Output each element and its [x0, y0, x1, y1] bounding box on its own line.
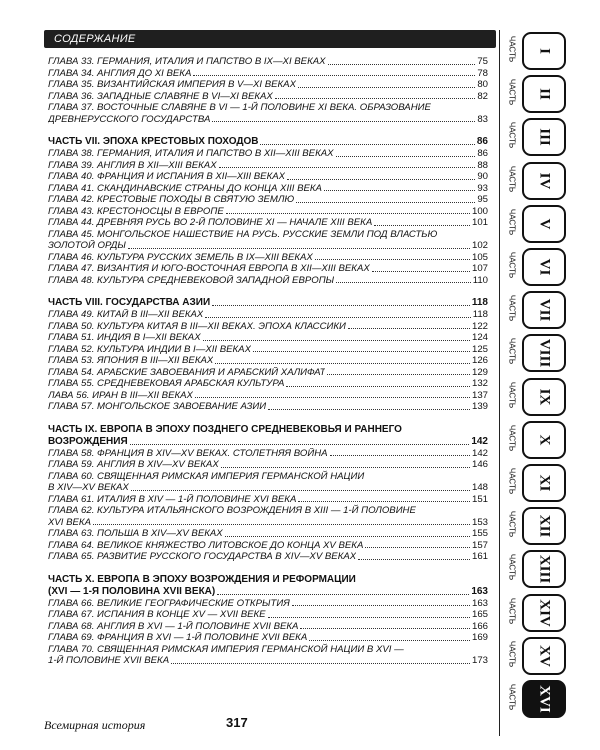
toc-entry-page: 118 — [472, 309, 488, 320]
part-tab-number: VII — [522, 291, 566, 329]
toc-chapter-entry[interactable] — [48, 240, 488, 252]
dot-leader — [365, 547, 470, 548]
toc-chapter-entry[interactable] — [48, 206, 488, 218]
part-tab-label: ЧАСТЬ — [507, 251, 517, 279]
part-tab-xi[interactable] — [504, 462, 590, 500]
toc-entry-title: ВОЗРОЖДЕНИЯ — [48, 435, 128, 447]
toc-entry-page: 165 — [471, 609, 488, 620]
toc-entry-page: 86 — [477, 148, 488, 159]
dot-leader — [296, 202, 475, 203]
toc-entry-page: 161 — [471, 551, 488, 562]
part-tab-number: IX — [522, 378, 566, 416]
toc-chapter-entry[interactable] — [48, 459, 488, 471]
margin-divider — [499, 30, 500, 736]
part-tab-number: XII — [522, 507, 566, 545]
toc-entry-page: 139 — [471, 401, 488, 412]
dot-leader — [287, 179, 475, 180]
dot-leader — [221, 467, 470, 468]
dot-leader — [374, 225, 470, 226]
dot-leader — [131, 490, 470, 491]
toc-chapter-title-line[interactable]: ГЛАВА 37. ВОСТОЧНЫЕ СЛАВЯНЕ В VI — 1-Й ПОЛОВИНЕ XI ВЕКА. ОБРАЗОВАНИЕ — [48, 102, 431, 113]
toc-entry-page: 126 — [471, 355, 488, 366]
part-tab-label: ЧАСТЬ — [507, 295, 517, 322]
dot-leader — [219, 167, 476, 168]
part-tab-label: ЧАСТЬ — [507, 35, 517, 63]
dot-leader — [275, 98, 476, 99]
toc-entry-page: 105 — [471, 251, 488, 263]
toc-entry-page: 124 — [471, 332, 488, 343]
toc-entry-title: XVI ВЕКА — [48, 516, 91, 528]
part-tab-x[interactable] — [504, 419, 590, 457]
toc-spacer — [48, 125, 488, 136]
part-tab-label: ЧАСТЬ — [507, 424, 517, 451]
dot-leader — [309, 640, 470, 641]
dot-leader — [348, 328, 470, 329]
toc-entry-page: 88 — [477, 159, 488, 171]
toc-entry-page: 155 — [471, 528, 488, 539]
toc-chapter-entry[interactable] — [48, 378, 488, 390]
toc-part-title-line[interactable]: ЧАСТЬ IX. ЕВРОПА В ЭПОХУ ПОЗДНЕГО СРЕДНЕВЕКОВЬЯ И РАННЕГО — [48, 423, 402, 435]
toc-spacer — [48, 413, 488, 424]
dot-leader — [358, 559, 470, 560]
toc-entry-title: ДРЕВНЕРУССКОГО ГОСУДАРСТВА — [48, 113, 211, 125]
part-tab-iv[interactable] — [504, 160, 590, 198]
toc-entry-title: ГЛАВА 66. ВЕЛИКИЕ ГЕОГРАФИЧЕСКИЕ ОТКРЫТИЯ — [48, 597, 290, 609]
toc-entry-page: 142 — [471, 447, 488, 459]
toc-entry-page: 148 — [471, 482, 488, 493]
toc-entry-page: 82 — [477, 90, 488, 102]
dot-leader — [215, 363, 470, 364]
toc-chapter-entry[interactable] — [48, 56, 488, 68]
toc-chapter-entry[interactable] — [48, 79, 488, 91]
toc-entry-title: ГЛАВА 61. ИТАЛИЯ В XIV — 1-Й ПОЛОВИНЕ XVI ВЕКА — [48, 493, 297, 505]
part-tab-number: III — [522, 118, 566, 156]
toc-entry-title: ЧАСТЬ VII. ЭПОХА КРЕСТОВЫХ ПОХОДОВ — [48, 136, 259, 147]
toc-entry-page: 137 — [471, 389, 488, 401]
part-tab-number: XVI — [522, 680, 566, 718]
part-tab-number: X — [522, 421, 566, 459]
toc-part-entry[interactable] — [48, 586, 488, 598]
part-tab-number: XIII — [522, 550, 566, 588]
part-tab-label: ЧАСТЬ — [507, 338, 517, 365]
toc-entry-title: ГЛАВА 67. ИСПАНИЯ В КОНЦЕ XV — XVII ВЕКЕ — [48, 609, 266, 620]
part-tab-xiv[interactable] — [504, 592, 590, 630]
toc-chapter-entry[interactable] — [48, 344, 488, 356]
part-tab-vi[interactable] — [504, 246, 590, 284]
part-tab-label: ЧАСТЬ — [507, 597, 517, 624]
toc-part-entry[interactable] — [48, 436, 488, 448]
dot-leader — [193, 75, 475, 76]
toc-chapter-entry[interactable] — [48, 91, 488, 103]
toc-entry-page: 153 — [471, 516, 488, 528]
toc-entry-title: ГЛАВА 63. ПОЛЬША В XIV—XV ВЕКАХ — [48, 528, 223, 539]
dot-leader — [217, 594, 469, 595]
toc-entry-title: ЗОЛОТОЙ ОРДЫ — [48, 240, 126, 251]
toc-entry-page: 125 — [471, 343, 488, 355]
toc-entry-title: 1-Й ПОЛОВИНЕ XVII ВЕКА — [48, 655, 170, 666]
dot-leader — [226, 213, 470, 214]
toc-chapter-entry[interactable] — [48, 321, 488, 333]
toc-chapter-entry[interactable] — [48, 367, 488, 379]
dot-leader — [327, 374, 470, 375]
table-of-contents — [48, 56, 488, 667]
toc-chapter-entry[interactable] — [48, 275, 488, 287]
dot-leader — [205, 317, 470, 318]
toc-entry-page: 75 — [477, 56, 488, 67]
toc-chapter-entry[interactable] — [48, 621, 488, 633]
toc-chapter-entry[interactable] — [48, 355, 488, 367]
dot-leader — [260, 144, 474, 145]
part-tab-ii[interactable] — [504, 73, 590, 111]
toc-entry-page: 95 — [477, 194, 488, 205]
toc-entry-title: ГЛАВА 38. ГЕРМАНИЯ, ИТАЛИЯ И ПАПСТВО В XII—XIII ВЕКАХ — [48, 148, 334, 159]
toc-chapter-entry[interactable] — [48, 263, 488, 275]
toc-chapter-entry[interactable] — [48, 390, 488, 402]
part-tab-number: XIV — [522, 594, 566, 632]
toc-entry-page: 132 — [471, 378, 488, 389]
toc-chapter-entry[interactable] — [48, 482, 488, 494]
toc-entry-title: ГЛАВА 52. КУЛЬТУРА ИНДИИ В I—XII ВЕКАХ — [48, 343, 251, 355]
toc-chapter-entry[interactable] — [48, 252, 488, 264]
section-header-title: СОДЕРЖАНИЕ — [54, 33, 136, 45]
toc-entry-title: ГЛАВА 50. КУЛЬТУРА КИТАЯ В III—XII ВЕКАХ. ЭПОХА КЛАССИКИ — [48, 320, 346, 332]
part-tab-label: ЧАСТЬ — [507, 511, 517, 538]
toc-chapter-entry[interactable] — [48, 655, 488, 667]
toc-chapter-entry[interactable] — [48, 148, 488, 160]
toc-entry-page: 101 — [471, 217, 488, 228]
toc-chapter-entry[interactable] — [48, 517, 488, 529]
toc-entry-title: ГЛАВА 33. ГЕРМАНИЯ, ИТАЛИЯ И ПАПСТВО В IX—XI ВЕКАХ — [48, 56, 326, 67]
part-tab-label: ЧАСТЬ — [507, 683, 517, 711]
toc-entry-title: ГЛАВА 58. ФРАНЦИЯ В XIV—XV ВЕКАХ. СТОЛЕТНЯЯ ВОЙНА — [48, 447, 328, 459]
dot-leader — [328, 64, 476, 65]
toc-chapter-entry[interactable] — [48, 171, 488, 183]
toc-spacer — [48, 563, 488, 574]
part-tab-label: ЧАСТЬ — [507, 467, 517, 495]
toc-entry-page: 122 — [471, 320, 488, 332]
dot-leader — [298, 87, 475, 88]
toc-entry-title: ГЛАВА 34. АНГЛИЯ ДО XI ВЕКА — [48, 67, 192, 79]
toc-chapter-entry[interactable] — [48, 528, 488, 540]
part-tab-number: XI — [522, 464, 566, 502]
toc-entry-page: 142 — [471, 435, 488, 447]
toc-chapter-title-line[interactable]: ГЛАВА 70. СВЯЩЕННАЯ РИМСКАЯ ИМПЕРИЯ ГЕРМАНСКОЙ НАЦИИ В XVI — — [48, 643, 404, 655]
toc-entry-page: 163 — [471, 597, 488, 609]
part-tab-xii[interactable] — [504, 505, 590, 543]
part-tab-label: ЧАСТЬ — [507, 79, 517, 106]
part-tab-number: I — [522, 32, 566, 70]
toc-entry-title: (XVI — 1-Я ПОЛОВИНА XVII ВЕКА) — [48, 585, 216, 597]
toc-chapter-entry[interactable] — [48, 401, 488, 413]
toc-entry-title: ГЛАВА 40. ФРАНЦИЯ И ИСПАНИЯ В XII—XIII ВЕКАХ — [48, 171, 286, 182]
toc-entry-title: В XIV—XV ВЕКАХ — [48, 482, 129, 493]
part-tab-xvi[interactable] — [504, 678, 590, 716]
dot-leader — [130, 444, 470, 445]
toc-entry-page: 86 — [476, 136, 488, 147]
toc-entry-title: ГЛАВА 55. СРЕДНЕВЕКОВАЯ АРАБСКАЯ КУЛЬТУРА — [48, 378, 285, 389]
toc-entry-page: 157 — [471, 539, 488, 551]
toc-entry-title: ЛАВА 56. ИРАН В III—XII ВЕКАХ — [48, 389, 193, 401]
toc-chapter-entry[interactable] — [48, 68, 488, 80]
toc-entry-page: 102 — [471, 240, 488, 251]
toc-entry-title: ГЛАВА 59. АНГЛИЯ В XIV—XV ВЕКАХ — [48, 459, 219, 470]
toc-entry-page: 107 — [471, 263, 488, 274]
dot-leader — [300, 628, 470, 629]
toc-entry-title: ГЛАВА 39. АНГЛИЯ В XII—XIII ВЕКАХ — [48, 159, 217, 171]
toc-spacer — [48, 286, 488, 297]
part-tab-iii[interactable] — [504, 116, 590, 154]
toc-entry-title: ГЛАВА 64. ВЕЛИКОЕ КНЯЖЕСТВО ЛИТОВСКОЕ ДО КОНЦА XV ВЕКА — [48, 539, 364, 551]
toc-entry-title: ГЛАВА 44. ДРЕВНЯЯ РУСЬ ВО 2-Й ПОЛОВИНЕ XI — НАЧАЛЕ XIII ВЕКА — [48, 217, 373, 228]
dot-leader — [336, 282, 471, 283]
dot-leader — [203, 340, 470, 341]
toc-chapter-entry[interactable] — [48, 332, 488, 344]
toc-entry-title: ГЛАВА 36. ЗАПАДНЫЕ СЛАВЯНЕ В VI—XI ВЕКАХ — [48, 90, 273, 102]
part-tab-label: ЧАСТЬ — [507, 381, 517, 408]
toc-entry-page: 100 — [471, 205, 488, 217]
dot-leader — [315, 259, 470, 260]
toc-entry-title: ГЛАВА 42. КРЕСТОВЫЕ ПОХОДЫ В СВЯТУЮ ЗЕМЛЮ — [48, 194, 295, 205]
toc-chapter-entry[interactable] — [48, 598, 488, 610]
toc-chapter-entry[interactable] — [48, 632, 488, 644]
dot-leader — [128, 248, 470, 249]
toc-entry-page: 118 — [471, 297, 488, 308]
toc-entry-page: 151 — [471, 493, 488, 505]
dot-leader — [286, 386, 470, 387]
dot-leader — [336, 156, 476, 157]
toc-chapter-entry[interactable] — [48, 540, 488, 552]
toc-entry-page: 166 — [471, 620, 488, 632]
toc-entry-page: 173 — [471, 655, 488, 666]
toc-entry-title: ГЛАВА 51. ИНДИЯ В I—XII ВЕКАХ — [48, 332, 201, 343]
toc-entry-page: 93 — [477, 182, 488, 194]
section-header — [44, 30, 496, 48]
dot-leader — [292, 605, 470, 606]
part-tab-ix[interactable] — [504, 376, 590, 414]
toc-entry-title: ГЛАВА 48. КУЛЬТУРА СРЕДНЕВЕКОВОЙ ЗАПАДНОЙ ЕВРОПЫ — [48, 274, 335, 286]
dot-leader — [171, 663, 470, 664]
part-tab-v[interactable] — [504, 203, 590, 241]
toc-entry-page: 90 — [477, 171, 488, 182]
toc-chapter-entry[interactable] — [48, 160, 488, 172]
toc-entry-title: ГЛАВА 69. ФРАНЦИЯ В XVI — 1-Й ПОЛОВИНЕ XVII ВЕКА — [48, 632, 308, 643]
toc-chapter-entry[interactable] — [48, 309, 488, 321]
part-tab-label: ЧАСТЬ — [507, 208, 517, 235]
dot-leader — [372, 271, 470, 272]
toc-entry-page: 163 — [471, 585, 488, 597]
part-tab-label: ЧАСТЬ — [507, 122, 517, 149]
part-tab-number: IV — [522, 162, 566, 200]
part-tab-number: II — [522, 75, 566, 113]
toc-chapter-entry[interactable] — [48, 217, 488, 229]
part-tab-label: ЧАСТЬ — [507, 554, 517, 581]
part-tab-number: XV — [522, 637, 566, 675]
page-number: 317 — [226, 715, 248, 730]
part-tab-number: VIII — [522, 334, 566, 372]
dot-leader — [268, 409, 470, 410]
toc-part-entry[interactable] — [48, 136, 488, 148]
dot-leader — [324, 190, 475, 191]
toc-entry-page: 146 — [471, 459, 488, 470]
dot-leader — [212, 121, 475, 122]
toc-chapter-entry[interactable] — [48, 194, 488, 206]
toc-entry-title: ГЛАВА 35. ВИЗАНТИЙСКАЯ ИМПЕРИЯ В V—XI ВЕКАХ — [48, 79, 296, 90]
part-tab-number: V — [522, 205, 566, 243]
toc-entry-title: ГЛАВА 43. КРЕСТОНОСЦЫ В ЕВРОПЕ — [48, 205, 224, 217]
part-tab-vii[interactable] — [504, 289, 590, 327]
toc-entry-title: ГЛАВА 57. МОНГОЛЬСКОЕ ЗАВОЕВАНИЕ АЗИИ — [48, 401, 267, 412]
toc-part-entry[interactable] — [48, 297, 488, 309]
toc-chapter-title-line[interactable]: ГЛАВА 60. СВЯЩЕННАЯ РИМСКАЯ ИМПЕРИЯ ГЕРМАНСКОЙ НАЦИИ — [48, 470, 365, 482]
toc-chapter-entry[interactable] — [48, 183, 488, 195]
toc-entry-title: ГЛАВА 41. СКАНДИНАВСКИЕ СТРАНЫ ДО КОНЦА XIII ВЕКА — [48, 182, 322, 194]
toc-entry-title: ГЛАВА 54. АРАБСКИЕ ЗАВОЕВАНИЯ И АРАБСКИЙ ХАЛИФАТ — [48, 366, 326, 378]
dot-leader — [195, 397, 470, 398]
dot-leader — [330, 455, 470, 456]
toc-entry-page: 110 — [472, 274, 488, 286]
part-tab-xv[interactable] — [504, 635, 590, 673]
toc-entry-title: ГЛАВА 49. КИТАЙ В III—XII ВЕКАХ — [48, 309, 204, 320]
toc-entry-title: ГЛАВА 53. ЯПОНИЯ В III—XII ВЕКАХ — [48, 355, 214, 366]
toc-part-title-line[interactable]: ЧАСТЬ X. ЕВРОПА В ЭПОХУ ВОЗРОЖДЕНИЯ И РЕФОРМАЦИИ — [48, 573, 356, 585]
dot-leader — [93, 524, 470, 525]
toc-chapter-entry[interactable] — [48, 114, 488, 126]
toc-chapter-entry[interactable] — [48, 448, 488, 460]
toc-entry-title: ГЛАВА 65. РАЗВИТИЕ РУССКОГО ГОСУДАРСТВА В XIV—XV ВЕКАХ — [48, 551, 357, 562]
dot-leader — [225, 536, 470, 537]
part-tab-i[interactable] — [504, 30, 590, 68]
toc-chapter-entry[interactable] — [48, 609, 488, 621]
dot-leader — [212, 305, 470, 306]
toc-entry-page: 169 — [471, 632, 488, 643]
toc-entry-page: 129 — [471, 366, 488, 378]
part-tab-xiii[interactable] — [504, 548, 590, 586]
toc-chapter-entry[interactable] — [48, 494, 488, 506]
toc-chapter-title-line[interactable]: ГЛАВА 62. КУЛЬТУРА ИТАЛЬЯНСКОГО ВОЗРОЖДЕНИЯ В XIII — 1-Й ПОЛОВИНЕ — [48, 505, 416, 516]
part-tab-label: ЧАСТЬ — [507, 165, 517, 192]
part-tab-label: ЧАСТЬ — [507, 640, 517, 667]
part-tab-number: VI — [522, 248, 566, 286]
toc-entry-title: ЧАСТЬ VIII. ГОСУДАРСТВА АЗИИ — [48, 297, 211, 308]
toc-chapter-entry[interactable] — [48, 551, 488, 563]
dot-leader — [298, 501, 470, 502]
toc-chapter-title-line[interactable]: ГЛАВА 45. МОНГОЛЬСКОЕ НАШЕСТВИЕ НА РУСЬ. РУССКИЕ ЗЕМЛИ ПОД ВЛАСТЬЮ — [48, 228, 438, 240]
toc-entry-page: 80 — [477, 79, 488, 90]
toc-entry-title: ГЛАВА 46. КУЛЬТУРА РУССКИХ ЗЕМЕЛЬ В IX—XIII ВЕКАХ — [48, 251, 313, 263]
toc-entry-title: ГЛАВА 68. АНГЛИЯ В XVI — 1-Й ПОЛОВИНЕ XVII ВЕКА — [48, 620, 299, 632]
toc-entry-page: 78 — [477, 67, 488, 79]
dot-leader — [268, 617, 470, 618]
part-tab-viii[interactable] — [504, 332, 590, 370]
book-title: Всемирная история — [44, 718, 146, 732]
toc-entry-page: 83 — [477, 113, 488, 125]
toc-entry-title: ГЛАВА 47. ВИЗАНТИЯ И ЮГО-ВОСТОЧНАЯ ЕВРОПА В XII—XIII ВЕКАХ — [48, 263, 370, 274]
dot-leader — [253, 351, 470, 352]
